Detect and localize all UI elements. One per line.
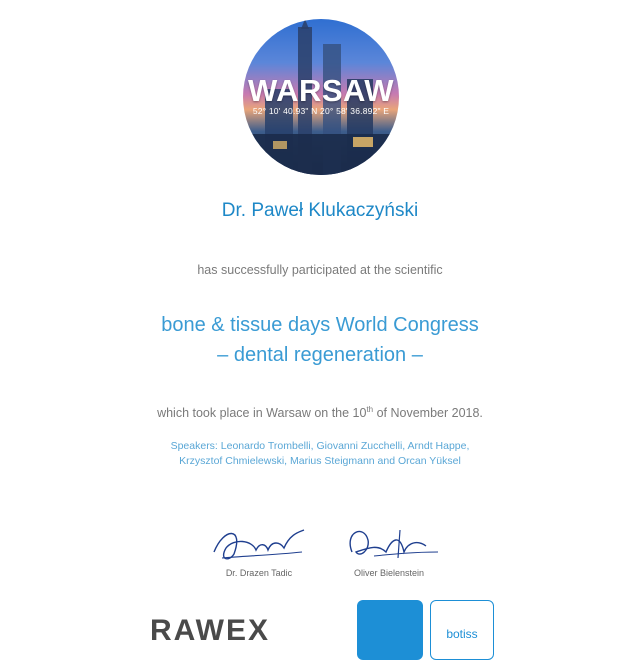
signature-2-image	[334, 522, 444, 566]
date-text	[0, 405, 640, 420]
signature-1-name: Dr. Drazen Tadic	[225, 568, 293, 578]
badge-coordinates: 52° 10' 40.93" N 20° 58' 36.892" E	[252, 106, 390, 116]
badge-title: WARSAW	[248, 73, 394, 108]
signature-block-2	[314, 522, 464, 578]
rawex-logo: RAWEX	[150, 614, 271, 647]
participation-text: has successfully participated at the scientific	[197, 263, 443, 277]
signature-block-1	[184, 522, 334, 578]
sponsor-logo-square	[357, 600, 423, 660]
signature-1-image	[204, 522, 314, 566]
signature-2-name: Oliver Bielenstein	[353, 568, 425, 578]
botiss-logo-text: botiss	[446, 627, 478, 641]
speakers-line-1: Speakers: Leonardo Trombelli, Giovanni Zucchelli, Arndt Happe,	[170, 440, 470, 452]
date-text-sup: th	[366, 405, 374, 414]
speakers-line-2: Krzysztof Chmielewski, Marius Steigmann and Orcan Yüksel	[179, 455, 461, 467]
date-text-before: which took place in Warsaw on the 10	[157, 406, 367, 421]
warsaw-badge	[243, 19, 399, 175]
event-subtitle: – dental regeneration –	[217, 344, 423, 366]
botiss-logo	[430, 600, 494, 660]
date-text-after: of November 2018.	[373, 406, 483, 421]
event-title: bone & tissue days World Congress	[161, 314, 479, 336]
recipient-name: Dr. Paweł Klukaczyński	[221, 200, 419, 221]
